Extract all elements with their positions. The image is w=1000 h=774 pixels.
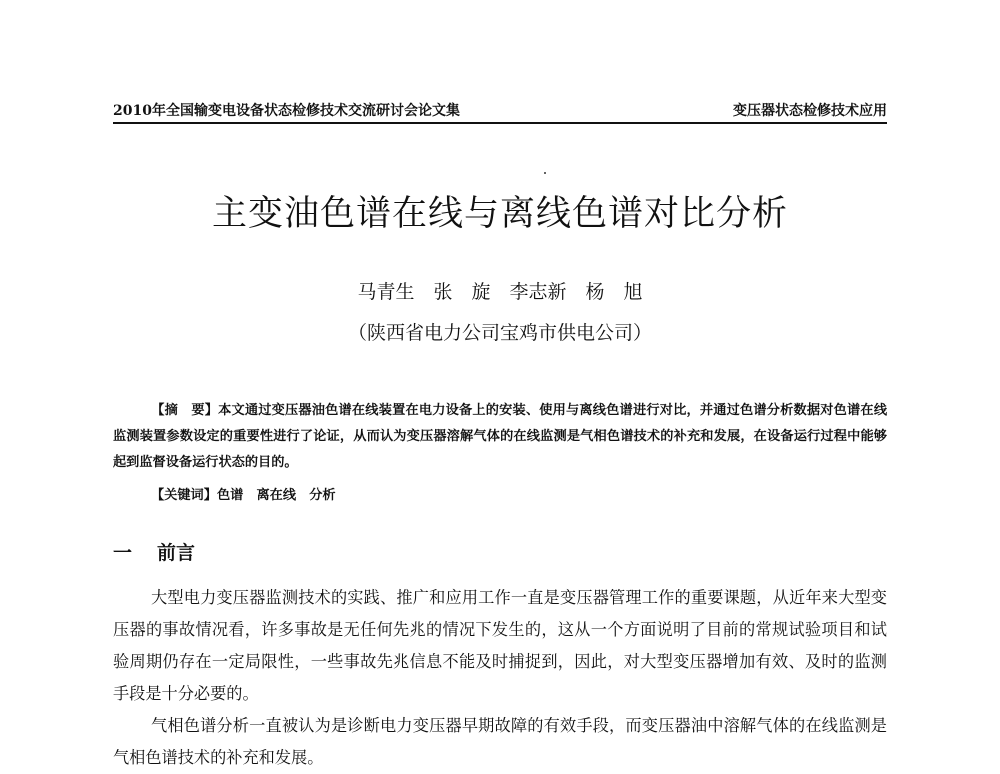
keywords-text: 色谱 离在线 分析 <box>216 488 336 503</box>
body-paragraph: 气相色谱分析一直被认为是诊断电力变压器早期故障的有效手段，而变压器油中溶解气体的在线监测是气相色谱技术的补充和发展。 <box>113 716 887 767</box>
paper-authors: 马青生 张 旋 李志新 杨 旭 <box>357 281 643 303</box>
abstract-text: 本文通过变压器油色谱在线装置在电力设备上的安装、使用与离线色谱进行对比，并通过色谱分析数据对色谱在线监测装置参数设定的重要性进行了论证，从而认为变压器溶解气体的在线监测是气相色谱技术的补充和发展，在设备运行过程中能够起到监督设备运行状态的目的。 <box>113 403 888 470</box>
paper-title: 主变油色谱在线与离线色谱对比分析 <box>211 194 788 234</box>
header-proceedings-title: 2010年全国输变电设备状态检修技术交流研讨会论文集 <box>113 103 460 119</box>
section-heading <box>113 538 195 565</box>
section-body <box>113 582 887 774</box>
paper-affiliation: （陕西省电力公司宝鸡市供电公司） <box>347 322 652 344</box>
body-paragraph: 大型电力变压器监测技术的实践、推广和应用工作一直是变压器管理工作的重要课题，从近年来大型变压器的事故情况看，许多事故是无任何先兆的情况下发生的，这从一个方面说明了目前的常规试验项目和试验周期仍存在一定局限性，一些事故先兆信息不能及时捕捉到，因此，对大型变压器增加有效、及时的监测手段是十分必要的。 <box>113 588 887 703</box>
section-title: 前言 <box>157 542 196 564</box>
running-header <box>113 100 887 124</box>
section-number: 一 <box>113 542 133 564</box>
header-section-title: 变压器状态检修技术应用 <box>733 103 887 119</box>
abstract-block <box>113 398 887 476</box>
keywords-block <box>151 483 336 509</box>
abstract-label: 【摘 要】 <box>151 403 219 418</box>
keywords-label: 【关键词】 <box>151 488 217 503</box>
stray-dot <box>544 172 546 174</box>
